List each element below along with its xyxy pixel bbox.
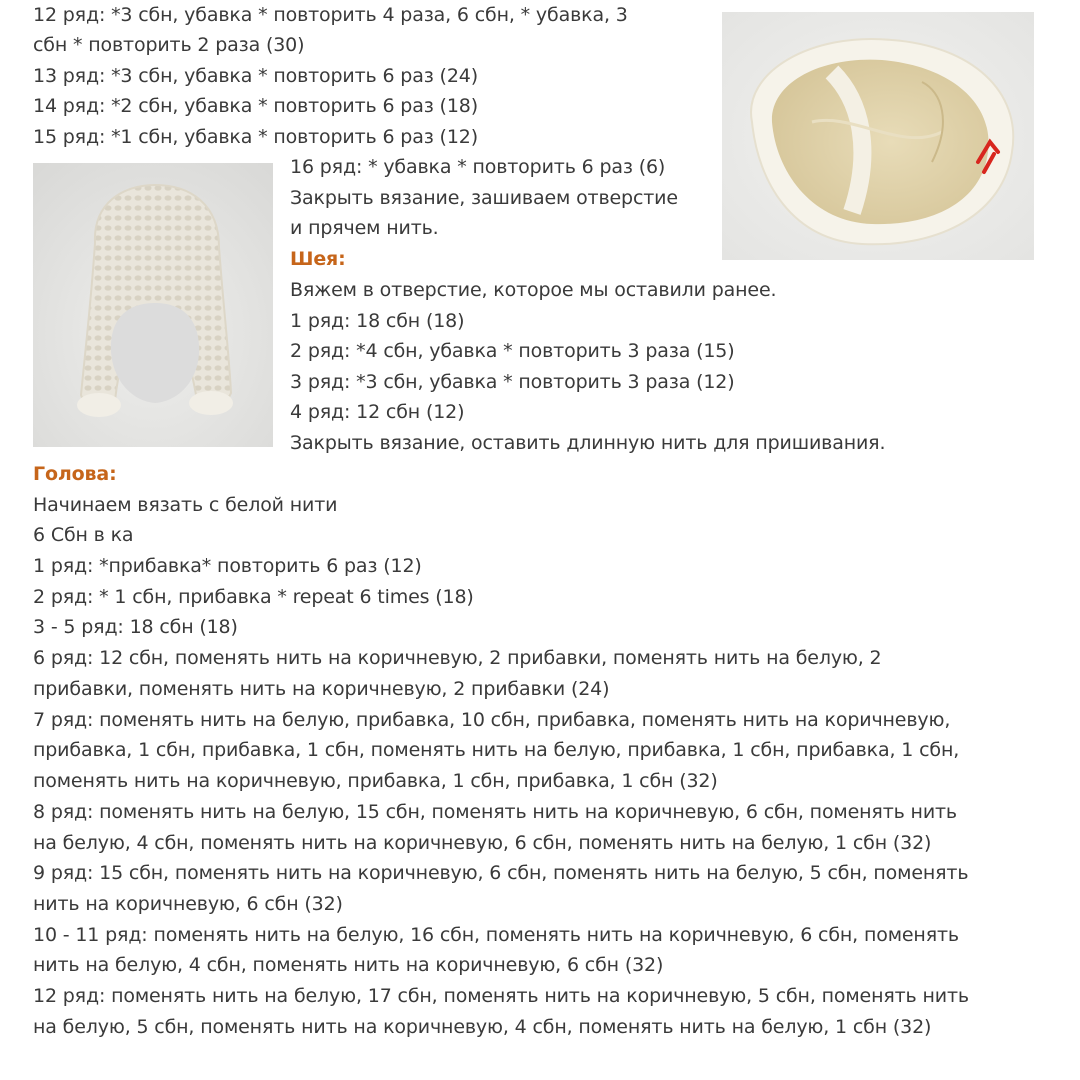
- pattern-line: 12 ряд: поменять нить на белую, 17 сбн, поменять нить на коричневую, 5 сбн, поменять нить: [33, 985, 969, 1007]
- pattern-line: 3 ряд: *3 сбн, убавка * повторить 3 раза (12): [290, 371, 735, 393]
- pattern-line: нить на белую, 4 сбн, поменять нить на коричневую, 6 сбн (32): [33, 954, 664, 976]
- pattern-line: 8 ряд: поменять нить на белую, 15 сбн, поменять нить на коричневую, 6 сбн, поменять нить: [33, 801, 957, 823]
- pattern-line: сбн * повторить 2 раза (30): [33, 34, 305, 56]
- section-heading-neck: Шея:: [290, 248, 346, 270]
- photo-head-piece: [33, 163, 273, 447]
- pattern-line: 9 ряд: 15 сбн, поменять нить на коричневую, 6 сбн, поменять нить на белую, 5 сбн, поменять: [33, 862, 969, 884]
- pattern-line: 6 Сбн в ка: [33, 524, 134, 546]
- pattern-line: 1 ряд: 18 сбн (18): [290, 310, 465, 332]
- pattern-line: прибавка, 1 сбн, прибавка, 1 сбн, поменять нить на белую, прибавка, 1 сбн, прибавка, 1 сбн,: [33, 739, 960, 761]
- pattern-line: на белую, 4 сбн, поменять нить на коричневую, 6 сбн, поменять нить на белую, 1 сбн (32): [33, 832, 932, 854]
- pattern-line: 16 ряд: * убавка * повторить 6 раз (6): [290, 156, 666, 178]
- pattern-line: 2 ряд: * 1 сбн, прибавка * repeat 6 times (18): [33, 586, 474, 608]
- section-heading-head: Голова:: [33, 463, 117, 485]
- pattern-line: 1 ряд: *прибавка* повторить 6 раз (12): [33, 555, 422, 577]
- photo-body-piece: [722, 12, 1034, 260]
- pattern-line: нить на коричневую, 6 сбн (32): [33, 893, 343, 915]
- pattern-line: 6 ряд: 12 сбн, поменять нить на коричневую, 2 прибавки, поменять нить на белую, 2: [33, 647, 882, 669]
- pattern-line: Закрыть вязание, оставить длинную нить для пришивания.: [290, 432, 886, 454]
- pattern-line: на белую, 5 сбн, поменять нить на коричневую, 4 сбн, поменять нить на белую, 1 сбн (32): [33, 1016, 932, 1038]
- pattern-line: и прячем нить.: [290, 217, 439, 239]
- pattern-line: Закрыть вязание, зашиваем отверстие: [290, 187, 678, 209]
- pattern-line: 12 ряд: *3 сбн, убавка * повторить 4 раза, 6 сбн, * убавка, 3: [33, 4, 628, 26]
- pattern-line: Начинаем вязать с белой нити: [33, 494, 338, 516]
- pattern-line: 14 ряд: *2 сбн, убавка * повторить 6 раз (18): [33, 95, 478, 117]
- pattern-line: 13 ряд: *3 сбн, убавка * повторить 6 раз (24): [33, 65, 478, 87]
- pattern-line: 2 ряд: *4 сбн, убавка * повторить 3 раза (15): [290, 340, 735, 362]
- pattern-line: 4 ряд: 12 сбн (12): [290, 401, 465, 423]
- pattern-line: 3 - 5 ряд: 18 сбн (18): [33, 616, 238, 638]
- pattern-line: поменять нить на коричневую, прибавка, 1 сбн, прибавка, 1 сбн (32): [33, 770, 718, 792]
- pattern-line: Вяжем в отверстие, которое мы оставили ранее.: [290, 279, 777, 301]
- pattern-line: 10 - 11 ряд: поменять нить на белую, 16 сбн, поменять нить на коричневую, 6 сбн, поменять: [33, 924, 959, 946]
- pattern-line: прибавки, поменять нить на коричневую, 2 прибавки (24): [33, 678, 610, 700]
- pattern-line: 7 ряд: поменять нить на белую, прибавка, 10 сбн, прибавка, поменять нить на коричневую,: [33, 709, 951, 731]
- pattern-line: 15 ряд: *1 сбн, убавка * повторить 6 раз (12): [33, 126, 478, 148]
